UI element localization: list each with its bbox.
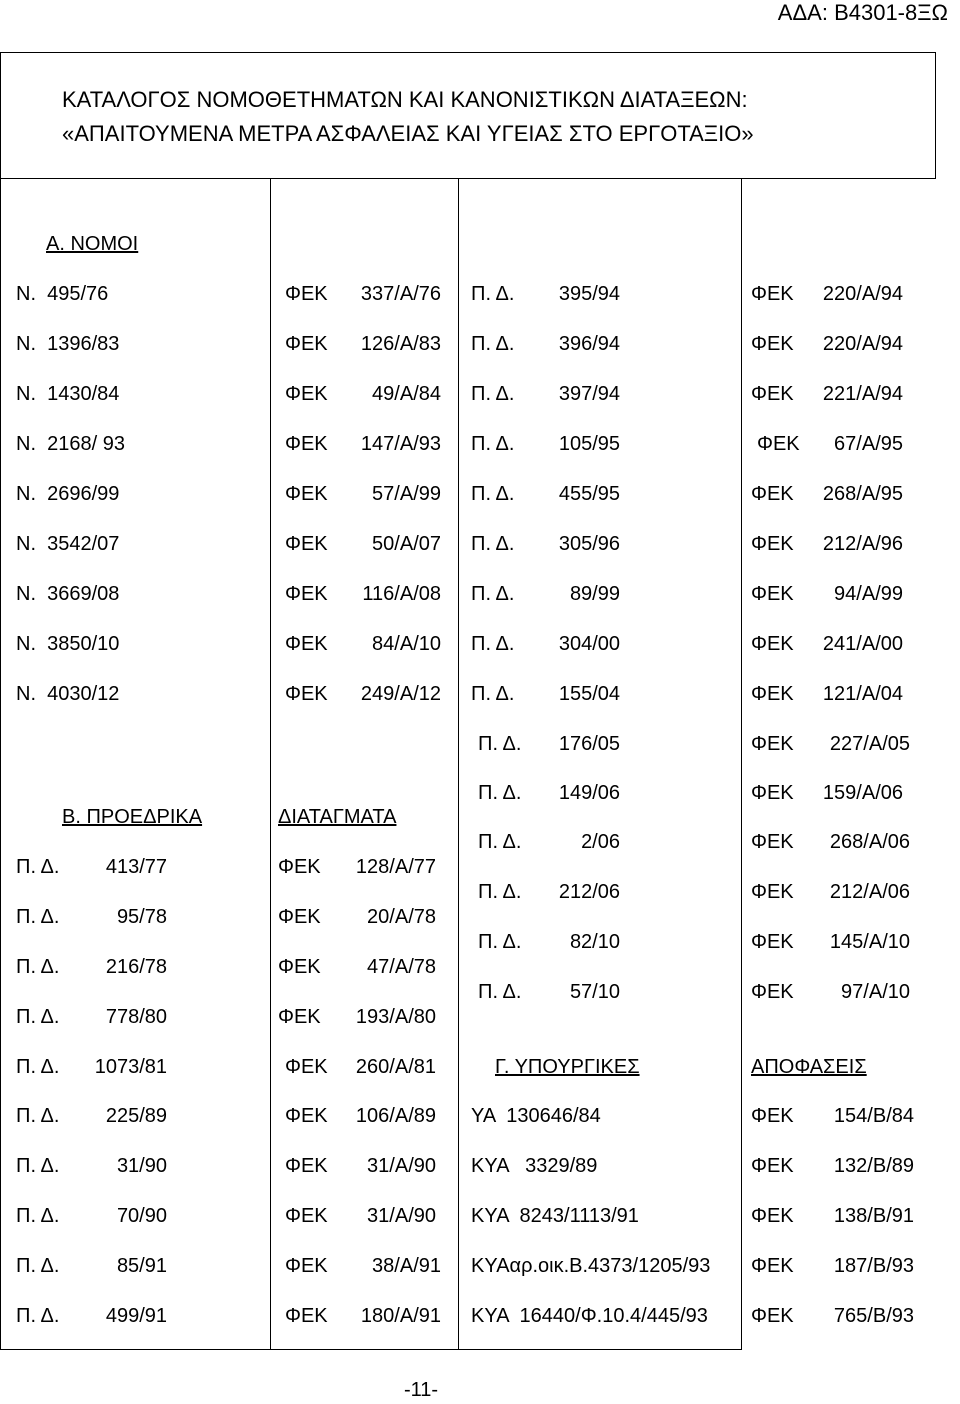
pd-number: 105/95 (558, 433, 620, 455)
fek-number: 159/Α/06 (822, 782, 903, 804)
law-number: Ν. 495/76 (16, 283, 109, 305)
fek-number: 145/Α/10 (829, 931, 910, 953)
pd-label: Π. Δ. (471, 433, 515, 455)
pd-number: 455/95 (558, 483, 620, 505)
law-number: Ν. 3542/07 (16, 533, 120, 555)
pd-label: Π. Δ. (16, 1205, 60, 1227)
fek-label: ΦΕΚ (751, 881, 794, 903)
heading-nomoi: Α. ΝΟΜΟΙ (46, 233, 139, 255)
fek-label: ΦΕΚ (751, 1205, 794, 1227)
border-right-upper (935, 52, 936, 179)
fek-label: ΦΕΚ (278, 906, 321, 928)
pd-label: Π. Δ. (471, 333, 515, 355)
pd-number: 397/94 (558, 383, 620, 405)
law-number: Ν. 3669/08 (16, 583, 120, 605)
pd-label: Π. Δ. (16, 956, 60, 978)
pd-label: Π. Δ. (16, 1105, 60, 1127)
pd-label: Π. Δ. (478, 981, 522, 1003)
pd-number: 89/99 (569, 583, 620, 605)
border-title-bottom (0, 178, 936, 179)
ya-number: ΚΥΑαρ.οικ.Β.4373/1205/93 (471, 1255, 711, 1277)
title-line-1: ΚΑΤΑΛΟΓΟΣ ΝΟΜΟΘΕΤΗΜΑΤΩΝ ΚΑΙ ΚΑΝΟΝΙΣΤΙΚΩΝ ΔΙΑΤΑΞΕΩΝ: (62, 87, 748, 112)
fek-label: ΦΕΚ (751, 931, 794, 953)
fek-number: 180/Α/91 (360, 1305, 441, 1327)
ya-number: ΥΑ 130646/84 (471, 1105, 601, 1127)
fek-number: 221/Α/94 (822, 383, 903, 405)
ya-number: ΚΥΑ 3329/89 (471, 1155, 598, 1177)
divider-col-1 (270, 178, 271, 1350)
fek-label: ΦΕΚ (285, 383, 328, 405)
pd-number: 216/78 (105, 956, 167, 978)
fek-number: 220/Α/94 (822, 283, 903, 305)
pd-number: 396/94 (558, 333, 620, 355)
fek-label: ΦΕΚ (285, 1056, 328, 1078)
pd-label: Π. Δ. (16, 906, 60, 928)
pd-label: Π. Δ. (471, 283, 515, 305)
fek-label: ΦΕΚ (751, 733, 794, 755)
pd-number: 176/05 (558, 733, 620, 755)
pd-number: 85/91 (116, 1255, 167, 1277)
fek-number: 50/Α/07 (372, 533, 441, 555)
fek-number: 31/Α/90 (367, 1155, 436, 1177)
fek-label: ΦΕΚ (751, 533, 794, 555)
border-left (0, 52, 1, 1350)
pd-label: Π. Δ. (478, 831, 522, 853)
fek-label: ΦΕΚ (285, 1205, 328, 1227)
title-line-2: «ΑΠΑΙΤΟΥΜΕΝΑ ΜΕΤΡΑ ΑΣΦΑΛΕΙΑΣ ΚΑΙ ΥΓΕΙΑΣ ΣΤΟ ΕΡΓΟΤΑΞΙΟ» (62, 121, 754, 146)
border-top (0, 52, 936, 53)
fek-number: 94/Α/99 (834, 583, 903, 605)
law-number: Ν. 1396/83 (16, 333, 120, 355)
pd-label: Π. Δ. (16, 1305, 60, 1327)
fek-label: ΦΕΚ (278, 856, 321, 878)
fek-label: ΦΕΚ (278, 1006, 321, 1028)
fek-label: ΦΕΚ (285, 533, 328, 555)
fek-number: 84/Α/10 (372, 633, 441, 655)
pd-number: 95/78 (116, 906, 167, 928)
fek-number: 128/Α/77 (355, 856, 436, 878)
pd-number: 1073/81 (94, 1056, 167, 1078)
pd-label: Π. Δ. (471, 683, 515, 705)
pd-label: Π. Δ. (16, 1155, 60, 1177)
fek-label: ΦΕΚ (751, 333, 794, 355)
fek-number: 187/Β/93 (833, 1255, 914, 1277)
fek-label: ΦΕΚ (285, 1305, 328, 1327)
fek-label: ΦΕΚ (751, 683, 794, 705)
pd-number: 31/90 (116, 1155, 167, 1177)
fek-label: ΦΕΚ (285, 1155, 328, 1177)
fek-number: 765/Β/93 (833, 1305, 914, 1327)
pd-number: 155/04 (558, 683, 620, 705)
pd-number: 304/00 (558, 633, 620, 655)
law-number: Ν. 1430/84 (16, 383, 120, 405)
fek-number: 116/Α/08 (362, 583, 441, 605)
pd-number: 395/94 (558, 283, 620, 305)
fek-number: 268/Α/06 (829, 831, 910, 853)
pd-label: Π. Δ. (16, 856, 60, 878)
fek-label: ΦΕΚ (751, 383, 794, 405)
page-number: -11- (404, 1379, 439, 1401)
pd-label: Π. Δ. (16, 1255, 60, 1277)
fek-number: 31/Α/90 (367, 1205, 436, 1227)
fek-label: ΦΕΚ (285, 483, 328, 505)
fek-label: ΦΕΚ (751, 1255, 794, 1277)
ya-number: ΚΥΑ 8243/1113/91 (471, 1205, 639, 1227)
fek-number: 260/Α/81 (355, 1056, 436, 1078)
fek-number: 212/Α/96 (822, 533, 903, 555)
fek-number: 20/Α/78 (367, 906, 436, 928)
fek-label: ΦΕΚ (751, 283, 794, 305)
fek-number: 154/Β/84 (833, 1105, 914, 1127)
fek-label: ΦΕΚ (285, 333, 328, 355)
fek-label: ΦΕΚ (285, 283, 328, 305)
pd-number: 57/10 (569, 981, 620, 1003)
pd-label: Π. Δ. (478, 782, 522, 804)
fek-number: 227/Α/05 (829, 733, 910, 755)
pd-label: Π. Δ. (16, 1006, 60, 1028)
fek-label: ΦΕΚ (751, 831, 794, 853)
fek-label: ΦΕΚ (285, 633, 328, 655)
fek-label: ΦΕΚ (751, 981, 794, 1003)
pd-number: 2/06 (581, 831, 620, 853)
pd-number: 82/10 (569, 931, 620, 953)
document-code: ΑΔΑ: Β4301-8ΞΩ (777, 0, 948, 25)
divider-col-3 (741, 178, 742, 1350)
law-number: Ν. 4030/12 (16, 683, 120, 705)
divider-col-2 (458, 178, 459, 1350)
pd-number: 778/80 (105, 1006, 167, 1028)
fek-number: 121/Α/04 (822, 683, 903, 705)
fek-label: ΦΕΚ (751, 1155, 794, 1177)
fek-label: ΦΕΚ (285, 1105, 328, 1127)
pd-number: 212/06 (558, 881, 620, 903)
fek-number: 138/Β/91 (833, 1205, 914, 1227)
pd-number: 225/89 (105, 1105, 167, 1127)
pd-number: 70/90 (116, 1205, 167, 1227)
fek-number: 132/Β/89 (833, 1155, 914, 1177)
fek-label: ΦΕΚ (751, 1305, 794, 1327)
heading-diatagmata: ΔΙΑΤΑΓΜΑΤΑ (278, 806, 397, 828)
fek-label: ΦΕΚ (751, 583, 794, 605)
law-number: Ν. 2168/ 93 (16, 433, 125, 455)
pd-label: Π. Δ. (478, 931, 522, 953)
fek-label: ΦΕΚ (757, 433, 800, 455)
pd-label: Π. Δ. (471, 533, 515, 555)
fek-number: 38/Α/91 (372, 1255, 441, 1277)
fek-label: ΦΕΚ (285, 683, 328, 705)
ya-number: ΚΥΑ 16440/Φ.10.4/445/93 (471, 1305, 708, 1327)
fek-number: 67/Α/95 (834, 433, 903, 455)
pd-number: 149/06 (558, 782, 620, 804)
fek-label: ΦΕΚ (751, 1105, 794, 1127)
pd-number: 305/96 (558, 533, 620, 555)
pd-label: Π. Δ. (478, 881, 522, 903)
fek-label: ΦΕΚ (285, 1255, 328, 1277)
fek-number: 49/Α/84 (372, 383, 441, 405)
fek-number: 212/Α/06 (829, 881, 910, 903)
pd-label: Π. Δ. (471, 583, 515, 605)
pd-number: 413/77 (105, 856, 167, 878)
heading-proedrika: Β. ΠΡΟΕΔΡΙΚΑ (62, 806, 203, 828)
fek-label: ΦΕΚ (285, 433, 328, 455)
fek-number: 268/Α/95 (822, 483, 903, 505)
fek-number: 97/Α/10 (841, 981, 910, 1003)
border-bottom (0, 1349, 741, 1350)
fek-number: 106/Α/89 (355, 1105, 436, 1127)
law-number: Ν. 3850/10 (16, 633, 120, 655)
fek-label: ΦΕΚ (751, 483, 794, 505)
heading-apofaseis: ΑΠΟΦΑΣΕΙΣ (751, 1056, 867, 1078)
pd-label: Π. Δ. (478, 733, 522, 755)
fek-number: 126/Α/83 (360, 333, 441, 355)
fek-number: 220/Α/94 (822, 333, 903, 355)
fek-number: 147/Α/93 (360, 433, 441, 455)
pd-label: Π. Δ. (16, 1056, 60, 1078)
fek-label: ΦΕΚ (751, 633, 794, 655)
fek-number: 337/Α/76 (360, 283, 441, 305)
fek-number: 241/Α/00 (822, 633, 903, 655)
fek-label: ΦΕΚ (278, 956, 321, 978)
fek-label: ΦΕΚ (751, 782, 794, 804)
fek-number: 47/Α/78 (367, 956, 436, 978)
fek-number: 57/Α/99 (372, 483, 441, 505)
heading-ypourgikes: Γ. ΥΠΟΥΡΓΙΚΕΣ (495, 1056, 640, 1078)
fek-number: 249/Α/12 (360, 683, 441, 705)
pd-label: Π. Δ. (471, 633, 515, 655)
law-number: Ν. 2696/99 (16, 483, 120, 505)
fek-number: 193/Α/80 (355, 1006, 436, 1028)
pd-number: 499/91 (105, 1305, 167, 1327)
fek-label: ΦΕΚ (285, 583, 328, 605)
pd-label: Π. Δ. (471, 383, 515, 405)
pd-label: Π. Δ. (471, 483, 515, 505)
